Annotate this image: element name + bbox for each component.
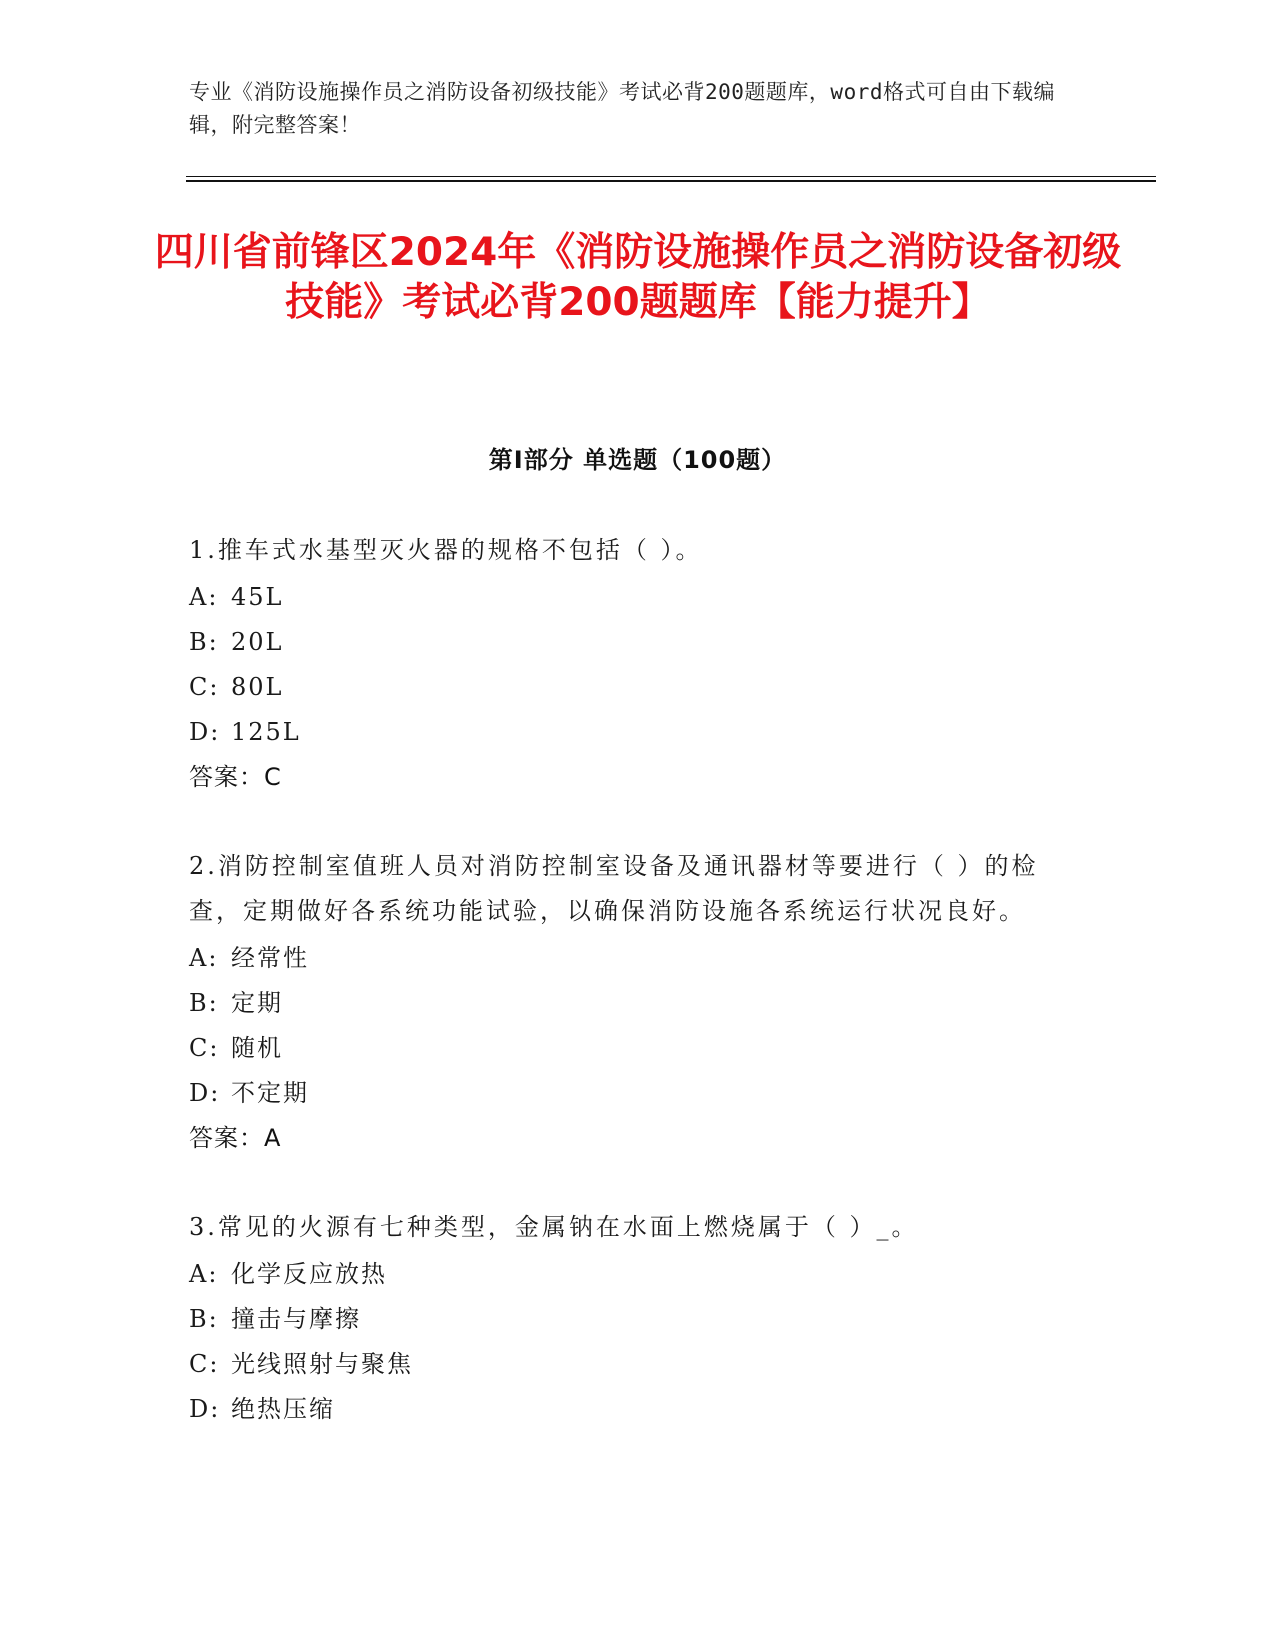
option-key: A: <box>189 583 219 611</box>
question-stem: 1.推车式水基型灭火器的规格不包括（ ）。 <box>189 536 703 564</box>
option-text: 不定期 <box>231 1079 309 1107</box>
question-stem: 3.常见的火源有七种类型，金属钠在水面上燃烧属于（ ）_。 <box>189 1213 919 1241</box>
option-key: D: <box>189 1395 221 1423</box>
option-c <box>189 665 1069 710</box>
option-key: C: <box>189 673 220 701</box>
question-stem: 2.消防控制室值班人员对消防控制室设备及通讯器材等要进行（ ）的检查，定期做好各系统功能试验，以确保消防设施各系统运行状况良好。 <box>189 852 1039 925</box>
section-heading: 第I部分 单选题（100题） <box>488 446 787 474</box>
question-3 <box>189 1205 1069 1432</box>
option-text: 45L <box>231 583 284 611</box>
option-b <box>189 1297 1069 1342</box>
option-text: 80L <box>231 673 284 701</box>
option-text: 20L <box>231 628 284 656</box>
question-list <box>189 528 1069 1476</box>
option-key: D: <box>189 1079 221 1107</box>
option-d <box>189 1387 1069 1432</box>
option-key: C: <box>189 1350 220 1378</box>
option-key: A: <box>189 944 219 972</box>
option-text: 化学反应放热 <box>231 1260 387 1288</box>
option-a <box>189 575 1069 620</box>
header-note: 专业《消防设施操作员之消防设备初级技能》考试必背200题题库，word格式可自由下载编辑，附完整答案！ <box>189 80 1055 137</box>
option-key: B: <box>189 989 219 1017</box>
option-key: B: <box>189 1305 219 1333</box>
option-text: 光线照射与聚焦 <box>231 1350 413 1378</box>
answer-line: 答案：A <box>189 1124 282 1152</box>
option-text: 125L <box>231 718 301 746</box>
option-text: 经常性 <box>231 944 309 972</box>
option-key: A: <box>189 1260 219 1288</box>
header-divider-thin <box>186 176 1156 177</box>
option-text: 撞击与摩擦 <box>231 1305 361 1333</box>
option-a <box>189 936 1069 981</box>
header-divider-thick <box>186 180 1156 182</box>
answer-line: 答案：C <box>189 763 282 791</box>
option-c <box>189 1026 1069 1071</box>
option-key: D: <box>189 718 221 746</box>
question-1 <box>189 528 1069 800</box>
option-key: C: <box>189 1034 220 1062</box>
option-b <box>189 620 1069 665</box>
option-text: 定期 <box>231 989 283 1017</box>
option-key: B: <box>189 628 219 656</box>
option-text: 随机 <box>231 1034 283 1062</box>
option-b <box>189 981 1069 1026</box>
option-text: 绝热压缩 <box>231 1395 335 1423</box>
option-a <box>189 1252 1069 1297</box>
option-d <box>189 1071 1069 1116</box>
option-c <box>189 1342 1069 1387</box>
question-2 <box>189 844 1069 1161</box>
option-d <box>189 710 1069 755</box>
document-title: 四川省前锋区2024年《消防设施操作员之消防设备初级技能》考试必背200题题库【能力提升】 <box>154 230 1122 325</box>
